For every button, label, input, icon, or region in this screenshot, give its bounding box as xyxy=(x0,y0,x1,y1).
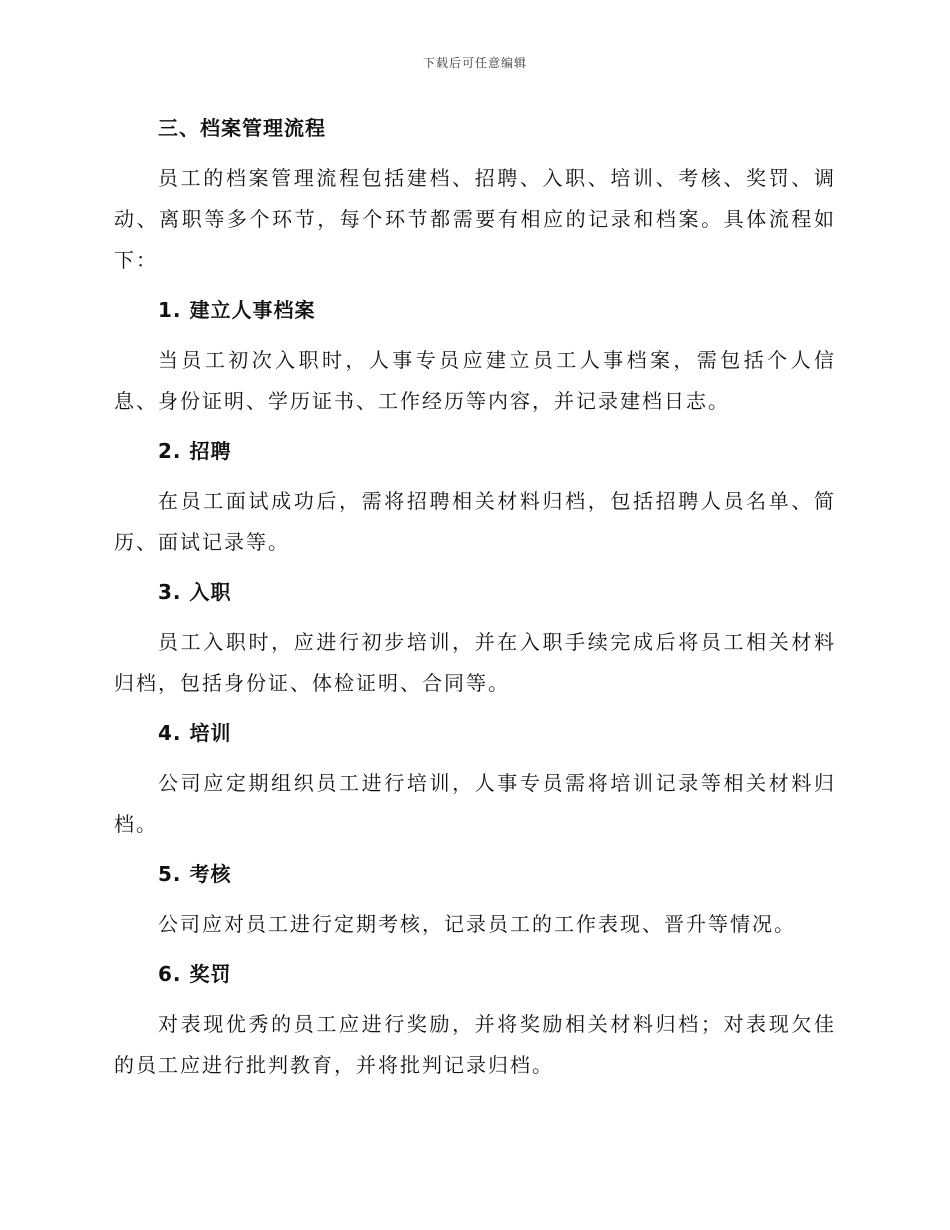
item-paragraph-6: 对表现优秀的员工应进行奖励，并将奖励相关材料归档；对表现欠佳的员工应进行批判教育，并将批判记录归档。 xyxy=(114,1012,836,1077)
item-heading-2: 2. 招聘 xyxy=(158,439,232,463)
item-heading-1: 1. 建立人事档案 xyxy=(158,298,316,322)
item-paragraph-3: 员工入职时，应进行初步培训，并在入职手续完成后将员工相关材料归档，包括身份证、体检证明、合同等。 xyxy=(114,630,836,695)
document-body xyxy=(114,112,836,1099)
item-paragraph-5: 公司应对员工进行定期考核，记录员工的工作表现、晋升等情况。 xyxy=(158,912,796,936)
item-heading-6: 6. 奖罚 xyxy=(158,962,232,986)
section-title: 三、档案管理流程 xyxy=(158,116,326,140)
item-paragraph-2: 在员工面试成功后，需将招聘相关材料归档，包括招聘人员名单、简历、面试记录等。 xyxy=(114,489,836,554)
item-paragraph-1: 当员工初次入职时，人事专员应建立员工人事档案，需包括个人信息、身份证明、学历证书、工作经历等内容，并记录建档日志。 xyxy=(114,348,836,413)
page-header-note: 下载后可任意编辑 xyxy=(422,56,527,70)
intro-paragraph: 员工的档案管理流程包括建档、招聘、入职、培训、考核、奖罚、调动、离职等多个环节，每个环节都需要有相应的记录和档案。具体流程如下： xyxy=(114,166,836,272)
item-paragraph-4: 公司应定期组织员工进行培训，人事专员需将培训记录等相关材料归档。 xyxy=(114,771,836,836)
item-heading-4: 4. 培训 xyxy=(158,721,232,745)
item-heading-3: 3. 入职 xyxy=(158,580,232,604)
item-heading-5: 5. 考核 xyxy=(158,862,232,886)
